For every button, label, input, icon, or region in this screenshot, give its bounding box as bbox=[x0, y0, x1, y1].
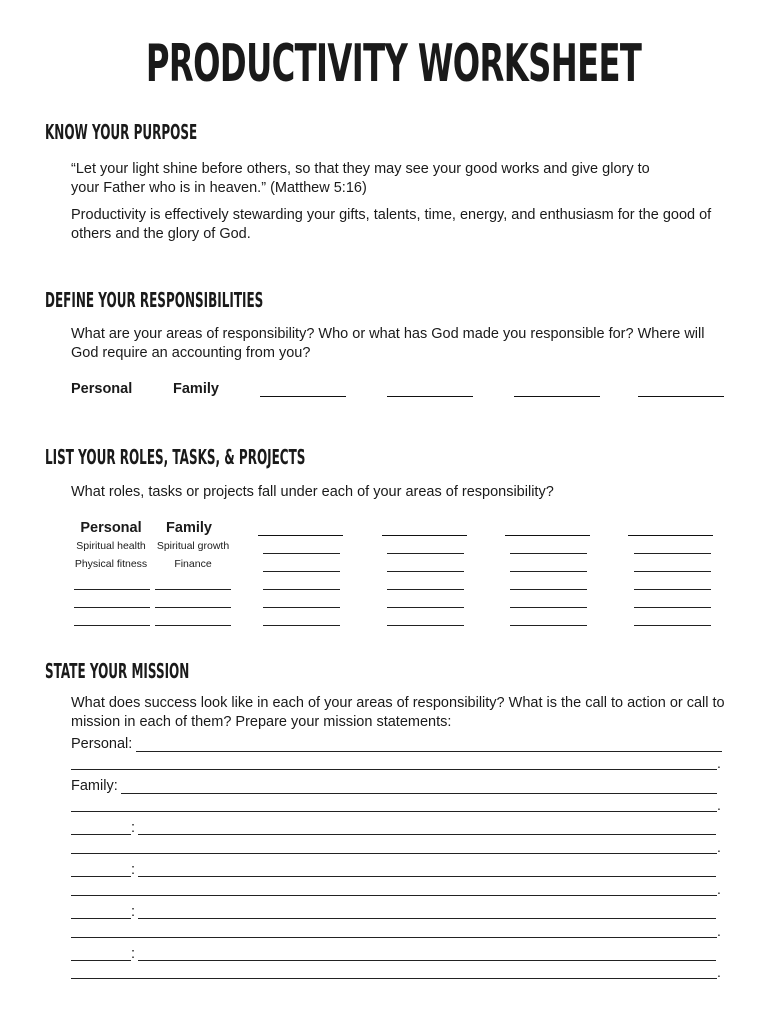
roles-col-personal: Personal bbox=[80, 520, 142, 536]
area-blank-field[interactable] bbox=[387, 396, 473, 397]
roles-item-blank[interactable] bbox=[634, 589, 711, 590]
mission-area-name-field[interactable] bbox=[71, 834, 131, 835]
mission-area-field[interactable] bbox=[71, 895, 717, 896]
roles-personal-blank[interactable] bbox=[74, 589, 150, 590]
roles-item-blank[interactable] bbox=[387, 553, 464, 554]
roles-item-blank[interactable] bbox=[510, 571, 587, 572]
mission-family-field[interactable] bbox=[121, 793, 717, 794]
mission-area-field[interactable] bbox=[138, 918, 716, 919]
roles-col-family: Family bbox=[166, 520, 212, 536]
mission-area-field[interactable] bbox=[138, 876, 716, 877]
mission-area-name-field[interactable] bbox=[71, 876, 131, 877]
line-end-period: . bbox=[717, 881, 721, 897]
mission-colon: : bbox=[131, 904, 136, 920]
line-end-period: . bbox=[717, 923, 721, 939]
responsibilities-heading: DEFINE YOUR RESPONSIBILITIES bbox=[45, 288, 264, 312]
line-end-period: . bbox=[717, 797, 721, 813]
mission-personal-field[interactable] bbox=[136, 751, 722, 752]
roles-item-blank[interactable] bbox=[263, 589, 340, 590]
mission-area-field[interactable] bbox=[138, 960, 716, 961]
roles-item-blank[interactable] bbox=[387, 571, 464, 572]
responsibilities-question: What are your areas of responsibility? Who or what has God made you responsible for? Where will God require an accounting from you? bbox=[71, 326, 705, 361]
roles-family-blank[interactable] bbox=[155, 625, 231, 626]
mission-area-field[interactable] bbox=[71, 978, 717, 979]
purpose-quote bbox=[71, 160, 731, 198]
roles-personal-item: Physical fitness bbox=[74, 558, 148, 570]
roles-personal-blank[interactable] bbox=[74, 625, 150, 626]
roles-item-blank[interactable] bbox=[634, 625, 711, 626]
area-blank-field[interactable] bbox=[514, 396, 600, 397]
line-end-period: . bbox=[717, 839, 721, 855]
roles-item-blank[interactable] bbox=[263, 625, 340, 626]
area-family-label: Family bbox=[173, 381, 219, 397]
roles-col-header-blank[interactable] bbox=[382, 535, 467, 536]
roles-item-blank[interactable] bbox=[263, 553, 340, 554]
mission-colon: : bbox=[131, 862, 136, 878]
roles-item-blank[interactable] bbox=[634, 607, 711, 608]
mission-area-field[interactable] bbox=[71, 853, 717, 854]
roles-col-header-blank[interactable] bbox=[505, 535, 590, 536]
mission-area-field[interactable] bbox=[71, 937, 717, 938]
mission-family-field[interactable] bbox=[71, 811, 717, 812]
roles-item-blank[interactable] bbox=[263, 607, 340, 608]
mission-personal-label: Personal: bbox=[71, 736, 133, 752]
mission-family-label: Family: bbox=[71, 778, 118, 794]
roles-item-blank[interactable] bbox=[634, 571, 711, 572]
roles-item-blank[interactable] bbox=[387, 589, 464, 590]
roles-item-blank[interactable] bbox=[387, 607, 464, 608]
mission-colon: : bbox=[131, 946, 136, 962]
quote-line-2: your Father who is in heaven.” (Matthew 5:16) bbox=[71, 180, 367, 196]
roles-personal-blank[interactable] bbox=[74, 607, 150, 608]
roles-heading: LIST YOUR ROLES, TASKS, & PROJECTS bbox=[45, 445, 306, 469]
roles-item-blank[interactable] bbox=[510, 625, 587, 626]
roles-item-blank[interactable] bbox=[510, 607, 587, 608]
roles-item-blank[interactable] bbox=[510, 553, 587, 554]
area-blank-field[interactable] bbox=[260, 396, 346, 397]
roles-family-blank[interactable] bbox=[155, 607, 231, 608]
roles-family-item: Spiritual growth bbox=[156, 540, 230, 552]
mission-heading: STATE YOUR MISSION bbox=[45, 659, 190, 683]
purpose-definition: Productivity is effectively stewarding your gifts, talents, time, energy, and enthusiasm for the good of others and the glory of God. bbox=[71, 207, 712, 242]
mission-colon: : bbox=[131, 820, 136, 836]
roles-col-header-blank[interactable] bbox=[258, 535, 343, 536]
roles-family-item: Finance bbox=[174, 558, 212, 570]
roles-col-header-blank[interactable] bbox=[628, 535, 713, 536]
roles-question: What roles, tasks or projects fall under each of your areas of responsibility? bbox=[71, 484, 554, 500]
roles-family-blank[interactable] bbox=[155, 589, 231, 590]
mission-area-name-field[interactable] bbox=[71, 918, 131, 919]
mission-area-name-field[interactable] bbox=[71, 960, 131, 961]
purpose-heading: KNOW YOUR PURPOSE bbox=[45, 120, 198, 144]
roles-item-blank[interactable] bbox=[263, 571, 340, 572]
roles-item-blank[interactable] bbox=[510, 589, 587, 590]
area-blank-field[interactable] bbox=[638, 396, 724, 397]
roles-item-blank[interactable] bbox=[387, 625, 464, 626]
mission-personal-field[interactable] bbox=[71, 769, 717, 770]
page-title: PRODUCTIVITY WORKSHEET bbox=[145, 34, 642, 94]
mission-question: What does success look like in each of your areas of responsibility? What is the call to action or call to mission in each of them? Prepare your mission statements: bbox=[71, 695, 725, 730]
quote-line-1: “Let your light shine before others, so that they may see your good works and give glory to bbox=[71, 161, 650, 177]
line-end-period: . bbox=[717, 964, 721, 980]
area-personal-label: Personal bbox=[71, 381, 133, 397]
roles-personal-item: Spiritual health bbox=[76, 540, 146, 552]
mission-area-field[interactable] bbox=[138, 834, 716, 835]
line-end-period: . bbox=[717, 755, 721, 771]
roles-item-blank[interactable] bbox=[634, 553, 711, 554]
